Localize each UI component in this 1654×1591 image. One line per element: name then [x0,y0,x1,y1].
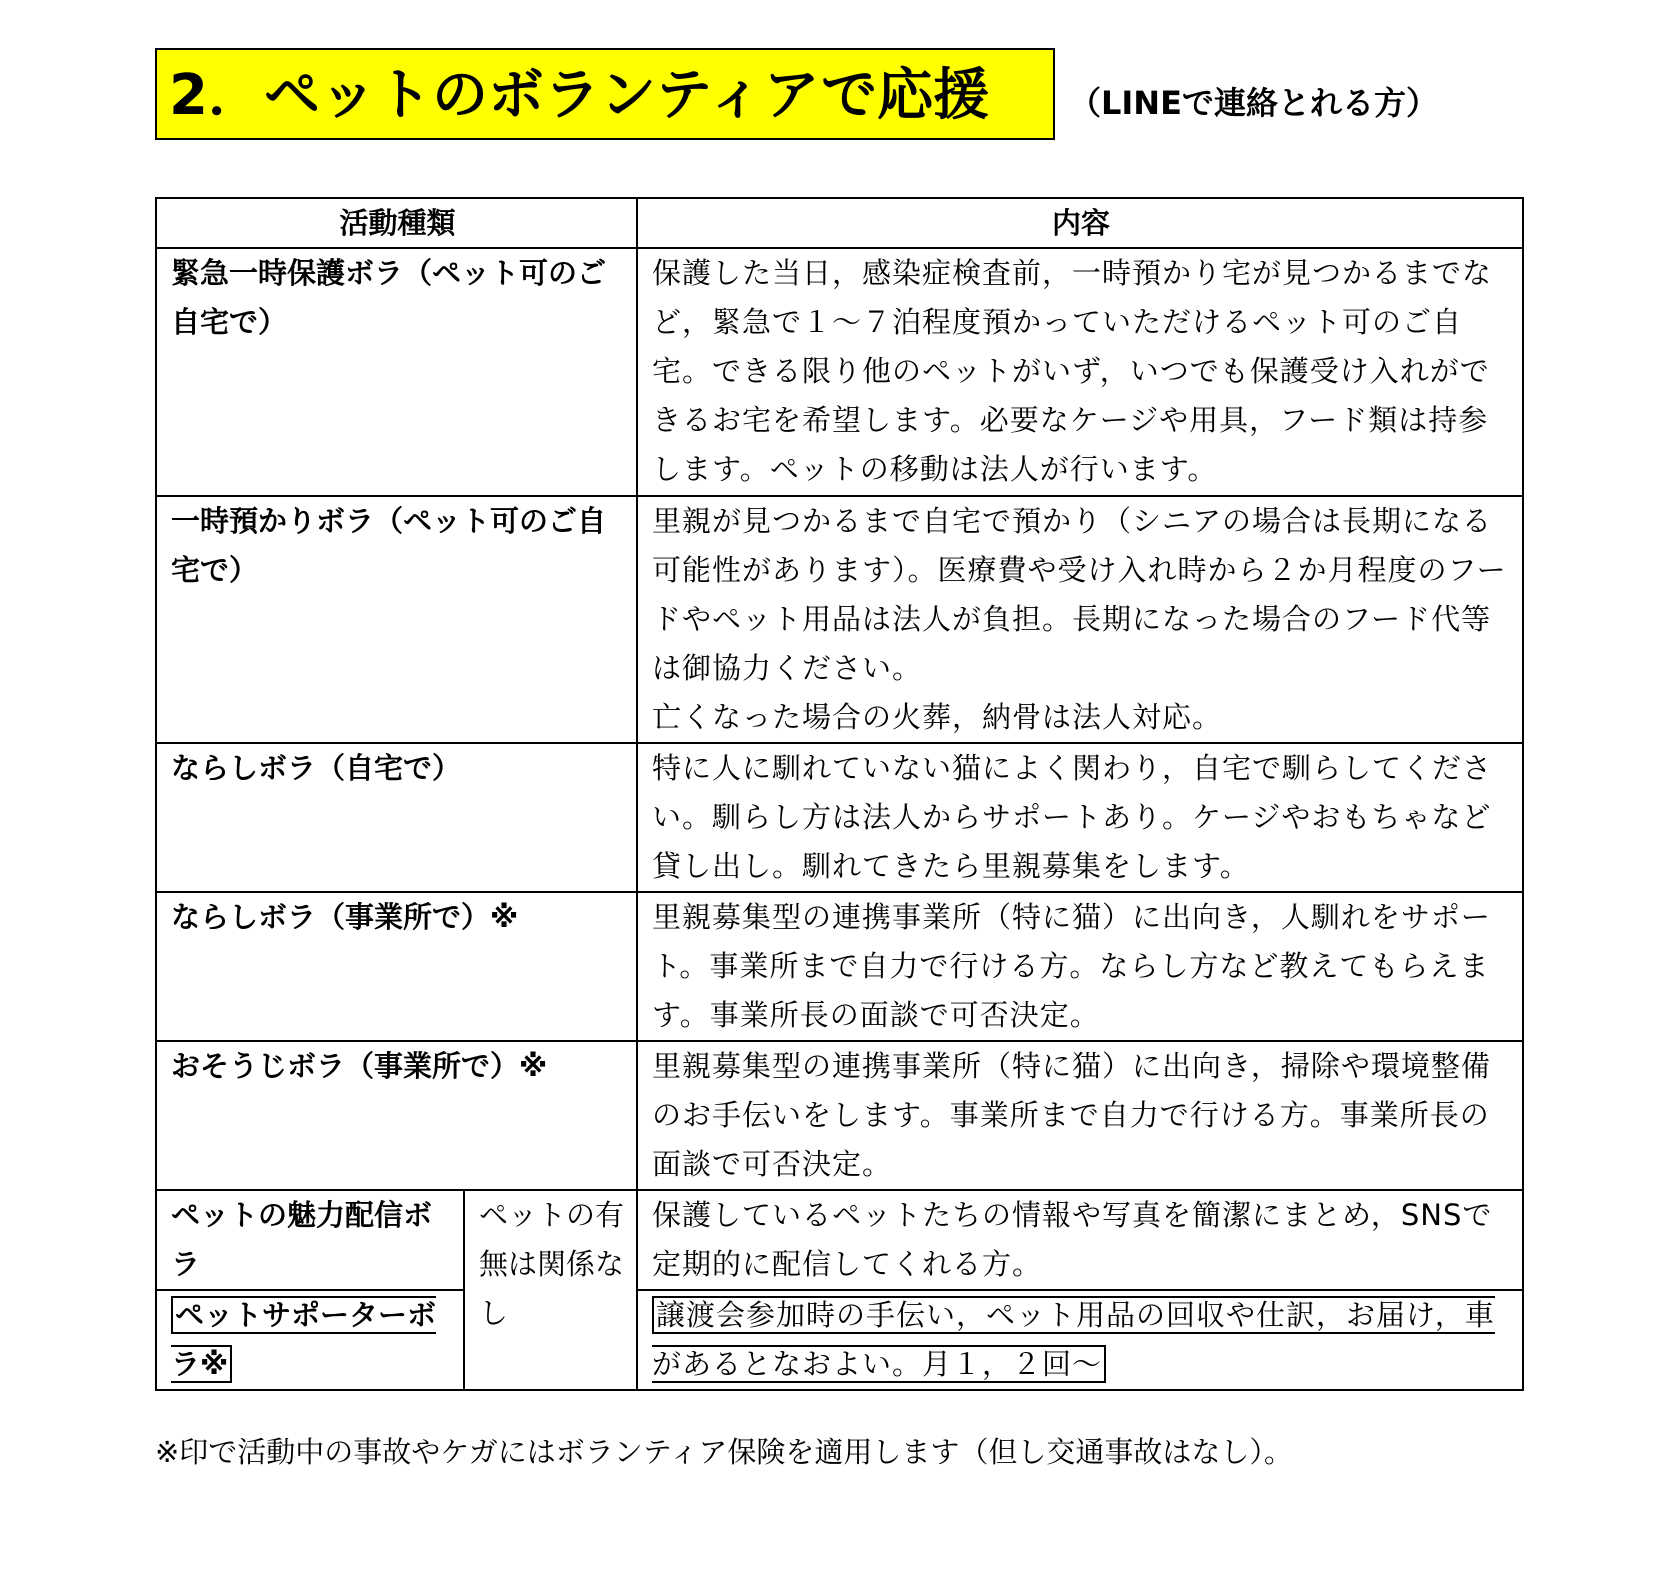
table-row [156,1290,1523,1390]
boxed-type: ペットサポーターボラ※ [171,1298,437,1381]
row-type: 緊急一時保護ボラ（ペット可のご自宅で） [156,248,637,496]
table-row [156,1190,1523,1290]
footer-note: ※印で活動中の事故やケガにはボランティア保険を適用します（但し交通事故はなし）。 [155,1435,1293,1469]
volunteer-table [155,197,1524,1391]
row-type: 一時預かりボラ（ペット可のご自宅で） [156,496,637,743]
heading-subtitle: （LINEで連絡とれる方） [1069,84,1438,122]
header-content: 内容 [637,198,1523,248]
row-content: 特に人に馴れていない猫によく関わり，自宅で馴らしてください。馴らし方は法人からサポートあり。ケージやおもちゃなど貸し出し。馴れてきたら里親募集をします。 [637,743,1523,892]
row-content: 保護しているペットたちの情報や写真を簡潔にまとめ，SNSで定期的に配信してくれる方。 [637,1190,1523,1290]
table-row [156,248,1523,496]
row-type: ペットの魅力配信ボラ [156,1190,464,1290]
row-type: おそうじボラ（事業所で）※ [156,1041,637,1190]
row-content: 里親募集型の連携事業所（特に猫）に出向き，人馴れをサポート。事業所まで自力で行ける方。ならし方など教えてもらえます。事業所長の面談で可否決定。 [637,892,1523,1041]
row-content [637,1290,1523,1390]
row-type: ならしボラ（事業所で）※ [156,892,637,1041]
heading-title: 2．ペットのボランティアで応援 [155,48,1055,140]
table-row [156,1041,1523,1190]
row-type: ならしボラ（自宅で） [156,743,637,892]
row-content-main: 里親が見つかるまで自宅で預かり（シニアの場合は長期になる可能性があります）。医療費や受け入れ時から２か月程度のフードやペット用品は法人が負担。長期になった場合のフード代等は御協力ください。 [652,504,1507,685]
table-header-row [156,198,1523,248]
header-type: 活動種類 [156,198,637,248]
page-heading [155,48,1438,140]
table-row [156,496,1523,743]
table-row [156,892,1523,1041]
row-type [156,1290,464,1390]
table-row [156,743,1523,892]
row-content: 里親募集型の連携事業所（特に猫）に出向き，掃除や環境整備のお手伝いをします。事業所まで自力で行ける方。事業所長の面談で可否決定。 [637,1041,1523,1190]
row-content [637,496,1523,743]
row-content-extra: 亡くなった場合の火葬，納骨は法人対応。 [652,700,1223,734]
boxed-content: 譲渡会参加時の手伝い，ペット用品の回収や仕訳，お届け，車があるとなおよい。月１，２回～ [652,1298,1495,1381]
shared-note: ペットの有無は関係なし [464,1190,637,1390]
row-content: 保護した当日，感染症検査前，一時預かり宅が見つかるまでなど，緊急で１～７泊程度預かっていただけるペット可のご自宅。できる限り他のペットがいず，いつでも保護受け入れができるお宅を希望します。必要なケージや用具，フード類は持参します。ペットの移動は法人が行います。 [637,248,1523,496]
